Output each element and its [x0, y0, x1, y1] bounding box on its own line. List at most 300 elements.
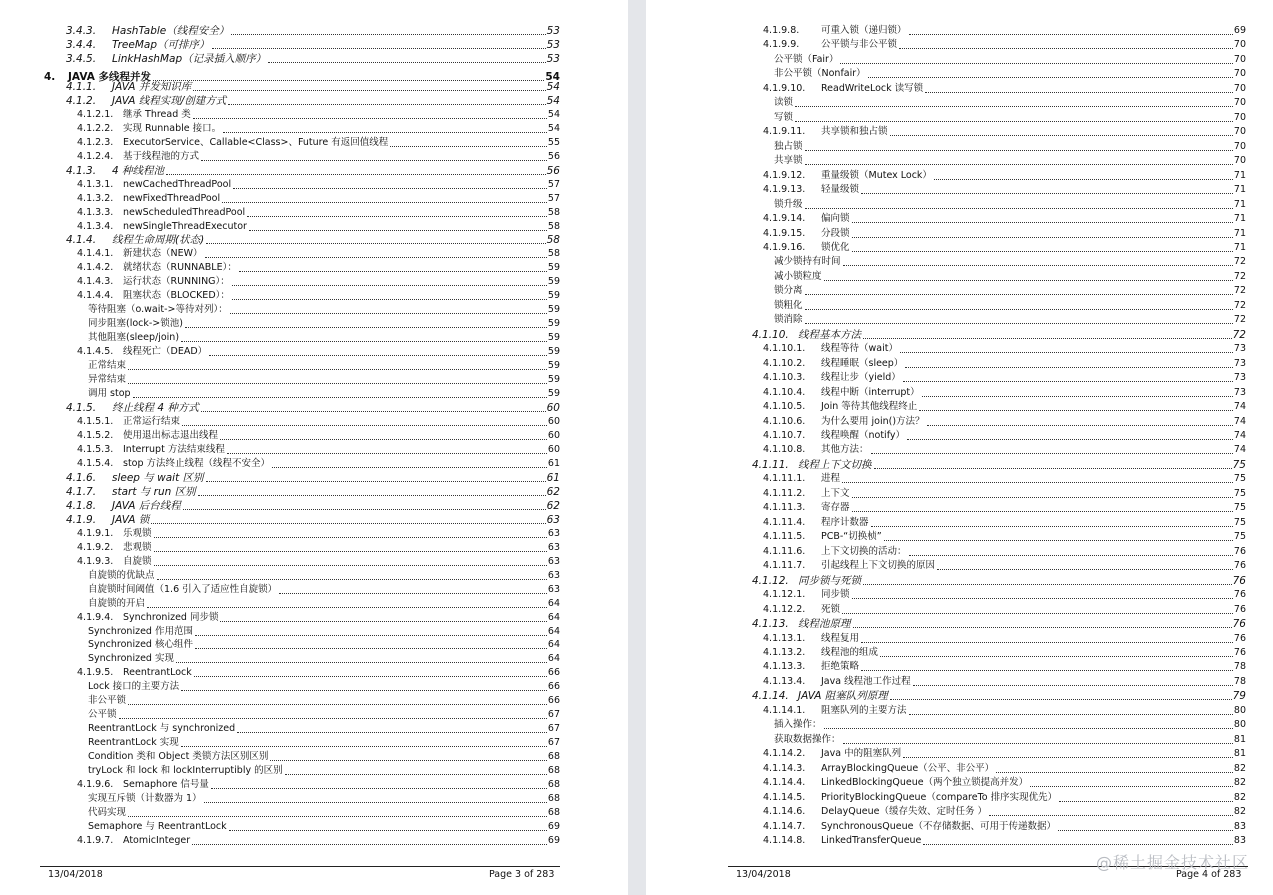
toc-entry-number: 4.1.11.3.	[763, 502, 806, 513]
toc-entry[interactable]	[763, 401, 1246, 413]
toc-leader-dots	[206, 481, 546, 482]
toc-entry[interactable]	[77, 193, 560, 205]
toc-entry[interactable]	[88, 584, 560, 596]
toc-entry[interactable]	[763, 502, 1246, 514]
toc-entry[interactable]	[752, 618, 1246, 630]
toc-entry-title: JAVA 多线程并发	[68, 71, 152, 83]
toc-entry[interactable]	[763, 184, 1246, 196]
toc-entry-title: 公平锁与非公平锁	[821, 39, 898, 50]
toc-leader-dots	[934, 179, 1233, 180]
toc-entry-page: 70	[1233, 155, 1246, 166]
toc-entry[interactable]	[88, 723, 560, 735]
toc-entry-title: JAVA 阻塞队列原理	[798, 690, 888, 702]
toc-entry-page: 53	[546, 53, 560, 65]
toc-entry[interactable]	[774, 719, 1246, 731]
toc-entry-number: 4.1.13.4.	[763, 676, 806, 687]
toc-entry[interactable]	[763, 473, 1246, 485]
toc-entry[interactable]	[763, 633, 1246, 645]
toc-entry-number: 4.1.14.1.	[763, 705, 806, 716]
toc-entry[interactable]	[763, 589, 1246, 601]
toc-entry[interactable]	[66, 472, 560, 484]
toc-entry[interactable]	[77, 779, 560, 791]
toc-entry-page: 54	[546, 95, 560, 107]
toc-entry[interactable]	[88, 639, 560, 651]
toc-entry[interactable]	[774, 54, 1246, 66]
toc-leader-dots	[899, 48, 1233, 49]
toc-entry[interactable]	[763, 387, 1246, 399]
toc-entry-number: 4.1.10.7.	[763, 430, 806, 441]
toc-entry-title: 阻塞队列的主要方法	[821, 705, 907, 716]
toc-entry-page: 73	[1233, 343, 1246, 354]
toc-entry-title: newScheduledThreadPool	[123, 207, 246, 218]
toc-entry[interactable]	[774, 300, 1246, 312]
toc-entry-page: 61	[546, 472, 560, 484]
toc-entry[interactable]	[763, 242, 1246, 254]
toc-entry[interactable]	[66, 514, 560, 526]
toc-entry-page: 59	[547, 388, 560, 399]
toc-entry[interactable]	[752, 459, 1246, 471]
toc-entry[interactable]	[763, 661, 1246, 673]
toc-entry-title: 上下文	[821, 488, 850, 499]
toc-leader-dots	[181, 690, 547, 691]
toc-entry[interactable]	[763, 170, 1246, 182]
toc-entry[interactable]	[774, 97, 1246, 109]
toc-entry-page: 59	[547, 332, 560, 343]
toc-entry-page: 60	[547, 430, 560, 441]
toc-entry-page: 53	[546, 39, 560, 51]
toc-entry-number: 4.1.9.	[66, 514, 97, 526]
toc-entry[interactable]	[88, 807, 560, 819]
toc-entry-page: 59	[547, 318, 560, 329]
toc-entry[interactable]	[763, 604, 1246, 616]
toc-entry-page: 73	[1233, 372, 1246, 383]
toc-entry[interactable]	[77, 221, 560, 233]
toc-entry[interactable]	[77, 667, 560, 679]
toc-entry[interactable]	[774, 734, 1246, 746]
toc-leader-dots	[884, 540, 1233, 541]
toc-leader-dots	[128, 704, 547, 705]
toc-entry-page: 76	[1233, 633, 1246, 644]
toc-entry-page: 66	[547, 667, 560, 678]
toc-leader-dots	[861, 193, 1233, 194]
toc-entry[interactable]	[763, 416, 1246, 428]
toc-entry[interactable]	[763, 358, 1246, 370]
toc-entry-page: 73	[1233, 358, 1246, 369]
toc-entry-title: HashTable（线程安全）	[112, 25, 230, 37]
toc-entry-title: 同步锁	[821, 589, 850, 600]
toc-leader-dots	[923, 844, 1233, 845]
toc-entry-number: 4.1.5.4.	[77, 458, 114, 469]
toc-leader-dots	[852, 237, 1233, 238]
toc-entry-page: 59	[547, 374, 560, 385]
toc-entry-title: 实现 Runnable 接口。	[123, 123, 222, 134]
toc-entry[interactable]	[774, 314, 1246, 326]
toc-entry[interactable]	[763, 531, 1246, 543]
toc-entry-number: 4.1.10.	[752, 329, 789, 341]
toc-entry[interactable]	[77, 556, 560, 568]
toc-entry-title: 代码实现	[88, 807, 127, 818]
toc-entry[interactable]	[77, 109, 560, 121]
toc-entry[interactable]	[66, 39, 560, 51]
toc-entry[interactable]	[763, 343, 1246, 355]
toc-entry[interactable]	[88, 681, 560, 693]
toc-entry-page: 79	[1232, 690, 1246, 702]
toc-entry[interactable]	[77, 444, 560, 456]
toc-entry[interactable]	[66, 95, 560, 107]
toc-leader-dots	[193, 90, 545, 91]
toc-entry[interactable]	[88, 374, 560, 386]
toc-entry-title: DelayQueue（缓存失效、定时任务 ）	[821, 806, 987, 817]
toc-entry[interactable]	[88, 821, 560, 833]
toc-leader-dots	[223, 132, 547, 133]
toc-entry-page: 64	[547, 639, 560, 650]
toc-entry-number: 4.1.9.16.	[763, 242, 806, 253]
toc-leader-dots	[853, 627, 1232, 628]
toc-entry-title: 锁消除	[774, 314, 803, 325]
toc-leader-dots	[805, 294, 1233, 295]
toc-leader-dots	[181, 341, 547, 342]
toc-entry[interactable]	[77, 612, 560, 624]
toc-entry-title: 进程	[821, 473, 841, 484]
toc-entry-page: 75	[1232, 459, 1246, 471]
toc-leader-dots	[805, 164, 1233, 165]
toc-entry-number: 4.1.9.4.	[77, 612, 114, 623]
toc-entry[interactable]	[77, 137, 560, 149]
toc-entry-number: 4.1.9.1.	[77, 528, 114, 539]
toc-entry[interactable]	[88, 304, 560, 316]
toc-entry-title: Semaphore 信号量	[123, 779, 209, 790]
toc-entry[interactable]	[88, 388, 560, 400]
toc-entry-title: 线程生命周期(状态)	[112, 234, 205, 246]
toc-entry[interactable]	[752, 690, 1246, 702]
toc-leader-dots	[852, 511, 1233, 512]
toc-leader-dots	[154, 565, 547, 566]
toc-leader-dots	[201, 160, 547, 161]
toc-entry[interactable]	[774, 199, 1246, 211]
toc-leader-dots	[874, 468, 1232, 469]
toc-leader-dots	[871, 526, 1233, 527]
toc-entry-title: newSingleThreadExecutor	[123, 221, 247, 232]
toc-entry[interactable]	[88, 793, 560, 805]
toc-entry-page: 70	[1233, 112, 1246, 123]
toc-entry-page: 75	[1233, 488, 1246, 499]
toc-leader-dots	[192, 844, 547, 845]
toc-entry-title: LinkHashMap（记录插入顺序）	[112, 53, 267, 65]
toc-entry[interactable]	[763, 25, 1246, 37]
toc-entry[interactable]	[88, 598, 560, 610]
toc-entry-page: 67	[547, 709, 560, 720]
toc-entry[interactable]	[763, 372, 1246, 384]
toc-entry-page: 59	[547, 290, 560, 301]
toc-entry[interactable]	[77, 262, 560, 274]
toc-entry-page: 59	[547, 276, 560, 287]
toc-leader-dots	[181, 746, 547, 747]
toc-leader-dots	[852, 598, 1233, 599]
toc-entry[interactable]	[752, 575, 1246, 587]
toc-leader-dots	[925, 92, 1233, 93]
toc-entry[interactable]	[66, 486, 560, 498]
toc-entry-title: ReentrantLock	[123, 667, 192, 678]
toc-entry[interactable]	[77, 207, 560, 219]
toc-entry[interactable]	[88, 318, 560, 330]
toc-leader-dots	[230, 313, 547, 314]
toc-entry-title: LinkedTransferQueue	[821, 835, 922, 846]
toc-entry[interactable]	[88, 332, 560, 344]
toc-entry-number: 4.1.4.4.	[77, 290, 114, 301]
toc-entry-title: 终止线程 4 种方式	[112, 402, 199, 414]
toc-leader-dots	[194, 676, 547, 677]
toc-entry[interactable]	[774, 141, 1246, 153]
toc-entry-page: 81	[1233, 748, 1246, 759]
toc-entry-page: 75	[1233, 502, 1246, 513]
toc-entry[interactable]	[77, 276, 560, 288]
toc-leader-dots	[805, 150, 1233, 151]
toc-entry[interactable]	[763, 647, 1246, 659]
toc-entry-page: 70	[1233, 83, 1246, 94]
toc-entry-title: 非公平锁（Nonfair）	[774, 68, 866, 79]
toc-entry[interactable]	[763, 676, 1246, 688]
toc-leader-dots	[890, 699, 1232, 700]
toc-entry-number: 4.1.10.2.	[763, 358, 806, 369]
toc-leader-dots	[229, 830, 547, 831]
toc-entry-title: ArrayBlockingQueue（公平、非公平）	[821, 763, 995, 774]
toc-entry-title: 轻量级锁	[821, 184, 860, 195]
toc-leader-dots	[182, 425, 547, 426]
toc-entry[interactable]	[77, 346, 560, 358]
toc-entry-number: 4.1.11.2.	[763, 488, 806, 499]
toc-entry[interactable]	[88, 737, 560, 749]
toc-entry[interactable]	[763, 748, 1246, 760]
toc-entry-title: 写锁	[774, 112, 794, 123]
toc-entry[interactable]	[763, 821, 1246, 833]
toc-leader-dots	[157, 579, 547, 580]
toc-entry-number: 4.1.14.7.	[763, 821, 806, 832]
toc-entry-title: 共享锁和独占锁	[821, 126, 888, 137]
toc-entry-title: 锁优化	[821, 242, 850, 253]
toc-entry-number: 4.1.4.5.	[77, 346, 114, 357]
toc-entry-number: 4.1.9.12.	[763, 170, 806, 181]
toc-entry[interactable]	[77, 542, 560, 554]
toc-entry-page: 70	[1233, 141, 1246, 152]
toc-leader-dots	[222, 202, 547, 203]
toc-leader-dots	[909, 555, 1233, 556]
toc-leader-dots	[824, 280, 1233, 281]
toc-entry[interactable]	[763, 546, 1246, 558]
toc-leader-dots	[128, 383, 547, 384]
toc-leader-dots	[842, 482, 1233, 483]
toc-entry-title: ReentrantLock 与 synchronized	[88, 723, 236, 734]
toc-entry[interactable]	[763, 763, 1246, 775]
toc-entry-number: 4.1.9.10.	[763, 83, 806, 94]
toc-entry-title: 实现互斥锁（计数器为 1）	[88, 793, 202, 804]
toc-entry-number: 4.1.13.	[752, 618, 789, 630]
toc-entry[interactable]	[763, 806, 1246, 818]
toc-entry-page: 69	[1233, 25, 1246, 36]
footer-date-right: 13/04/2018	[736, 869, 791, 880]
toc-entry[interactable]	[66, 81, 560, 93]
toc-entry-page: 70	[1233, 97, 1246, 108]
toc-entry[interactable]	[763, 792, 1246, 804]
toc-leader-dots	[198, 495, 546, 496]
toc-leader-dots	[270, 760, 547, 761]
toc-entry[interactable]	[763, 835, 1246, 847]
toc-leader-dots	[805, 309, 1233, 310]
toc-entry-number: 4.1.5.	[66, 402, 97, 414]
toc-leader-dots	[128, 816, 547, 817]
toc-leader-dots	[209, 355, 547, 356]
toc-entry-page: 80	[1233, 719, 1246, 730]
toc-entry[interactable]	[88, 709, 560, 721]
toc-entry[interactable]	[88, 765, 560, 777]
toc-entry-title: 减小锁粒度	[774, 271, 822, 282]
toc-entry-page: 71	[1233, 242, 1246, 253]
toc-entry[interactable]	[763, 430, 1246, 442]
toc-entry[interactable]	[77, 835, 560, 847]
toc-entry[interactable]	[88, 695, 560, 707]
toc-entry[interactable]	[77, 179, 560, 191]
toc-entry-title: 乐观锁	[123, 528, 152, 539]
toc-entry[interactable]	[88, 360, 560, 372]
toc-entry[interactable]	[774, 256, 1246, 268]
toc-entry-page: 67	[547, 737, 560, 748]
toc-entry[interactable]	[763, 228, 1246, 240]
toc-entry-number: 3.4.4.	[66, 39, 97, 51]
toc-entry[interactable]	[77, 151, 560, 163]
toc-entry-title: Semaphore 与 ReentrantLock	[88, 821, 227, 832]
footer-rule-left	[40, 866, 560, 867]
toc-entry[interactable]	[77, 248, 560, 260]
toc-entry[interactable]	[66, 165, 560, 177]
toc-entry-number: 4.1.2.4.	[77, 151, 114, 162]
toc-leader-dots	[211, 788, 547, 789]
toc-entry[interactable]	[66, 234, 560, 246]
toc-entry[interactable]	[774, 271, 1246, 283]
toc-entry-title: Interrupt 方法结束线程	[123, 444, 225, 455]
toc-entry-number: 4.1.11.6.	[763, 546, 806, 557]
toc-entry-number: 4.1.10.8.	[763, 444, 806, 455]
toc-entry-title: 可重入锁（递归锁）	[821, 25, 907, 36]
toc-entry-title: 线程中断（interrupt）	[821, 387, 920, 398]
toc-entry[interactable]	[88, 570, 560, 582]
toc-entry-page: 71	[1233, 184, 1246, 195]
toc-entry[interactable]	[763, 560, 1246, 572]
toc-leader-dots	[212, 48, 546, 49]
toc-entry-page: 71	[1233, 170, 1246, 181]
toc-entry[interactable]	[66, 402, 560, 414]
toc-entry-page: 63	[547, 584, 560, 595]
toc-entry-page: 78	[1233, 676, 1246, 687]
toc-entry-page: 74	[1233, 444, 1246, 455]
toc-entry[interactable]	[774, 285, 1246, 297]
toc-leader-dots	[871, 453, 1233, 454]
toc-entry[interactable]	[77, 123, 560, 135]
toc-entry-number: 4.1.14.	[752, 690, 789, 702]
toc-entry-title: 其他方法：	[821, 444, 869, 455]
toc-leader-dots	[852, 497, 1233, 498]
toc-entry-page: 54	[547, 109, 560, 120]
toc-entry[interactable]	[77, 416, 560, 428]
toc-entry[interactable]	[763, 444, 1246, 456]
toc-entry-page: 74	[1233, 401, 1246, 412]
toc-entry[interactable]	[752, 329, 1246, 341]
toc-leader-dots	[206, 243, 545, 244]
toc-entry-page: 78	[1233, 661, 1246, 672]
toc-leader-dots	[805, 208, 1233, 209]
toc-entry[interactable]	[763, 83, 1246, 95]
toc-entry-title: Java 中的阻塞队列	[821, 748, 902, 759]
toc-leader-dots	[927, 425, 1233, 426]
toc-entry[interactable]	[66, 25, 560, 37]
toc-entry-page: 54	[547, 123, 560, 134]
toc-leader-dots	[205, 257, 547, 258]
toc-entry-page: 76	[1233, 604, 1246, 615]
toc-leader-dots	[227, 453, 547, 454]
toc-entry[interactable]	[66, 500, 560, 512]
toc-leader-dots	[272, 467, 547, 468]
toc-entry[interactable]	[763, 126, 1246, 138]
toc-entry[interactable]	[763, 488, 1246, 500]
toc-entry-title: JAVA 后台线程	[112, 500, 181, 512]
footer-page-left: Page 3 of 283	[489, 869, 555, 880]
toc-entry[interactable]	[77, 430, 560, 442]
toc-entry-page: 69	[547, 821, 560, 832]
toc-entry-page: 72	[1233, 285, 1246, 296]
toc-entry[interactable]	[763, 39, 1246, 51]
toc-entry[interactable]	[774, 112, 1246, 124]
toc-entry-title: 线程让步（yield）	[821, 372, 901, 383]
toc-leader-dots	[1030, 786, 1233, 787]
toc-entry-number: 4.1.14.5.	[763, 792, 806, 803]
watermark: @稀土掘金技术社区	[1095, 853, 1249, 872]
toc-entry-number: 4.1.9.5.	[77, 667, 114, 678]
toc-leader-dots	[151, 523, 545, 524]
toc-entry-page: 58	[546, 234, 560, 246]
toc-entry-title: 自旋锁的优缺点	[88, 570, 155, 581]
toc-entry[interactable]	[763, 777, 1246, 789]
toc-entry[interactable]	[77, 528, 560, 540]
toc-entry-page: 53	[546, 25, 560, 37]
toc-entry[interactable]	[774, 68, 1246, 80]
toc-entry[interactable]	[763, 705, 1246, 717]
toc-entry-title: PCB-“切换桢”	[821, 531, 882, 542]
toc-entry-number: 4.1.3.3.	[77, 207, 114, 218]
toc-entry-number: 4.1.2.1.	[77, 109, 114, 120]
toc-entry-page: 60	[546, 402, 560, 414]
toc-entry-number: 4.1.13.1.	[763, 633, 806, 644]
toc-entry[interactable]	[88, 751, 560, 763]
toc-entry-title: Synchronized 同步锁	[123, 612, 219, 623]
toc-leader-dots	[247, 216, 547, 217]
toc-entry-page: 54	[545, 71, 560, 83]
toc-entry[interactable]	[763, 213, 1246, 225]
toc-entry[interactable]	[88, 626, 560, 638]
toc-entry[interactable]	[88, 653, 560, 665]
toc-entry[interactable]	[77, 458, 560, 470]
toc-leader-dots	[204, 802, 547, 803]
toc-entry[interactable]	[77, 290, 560, 302]
toc-entry-title: Synchronized 作用范围	[88, 626, 193, 637]
toc-entry[interactable]	[774, 155, 1246, 167]
toc-entry[interactable]	[763, 517, 1246, 529]
toc-entry-number: 4.1.3.	[66, 165, 97, 177]
toc-entry-page: 75	[1233, 517, 1246, 528]
toc-entry[interactable]	[66, 53, 560, 65]
toc-entry-title: newFixedThreadPool	[123, 193, 221, 204]
toc-entry-title: 正常运行结束	[123, 416, 181, 427]
toc-entry-number: 4.1.11.7.	[763, 560, 806, 571]
toc-leader-dots	[176, 662, 547, 663]
toc-leader-dots	[937, 569, 1233, 570]
